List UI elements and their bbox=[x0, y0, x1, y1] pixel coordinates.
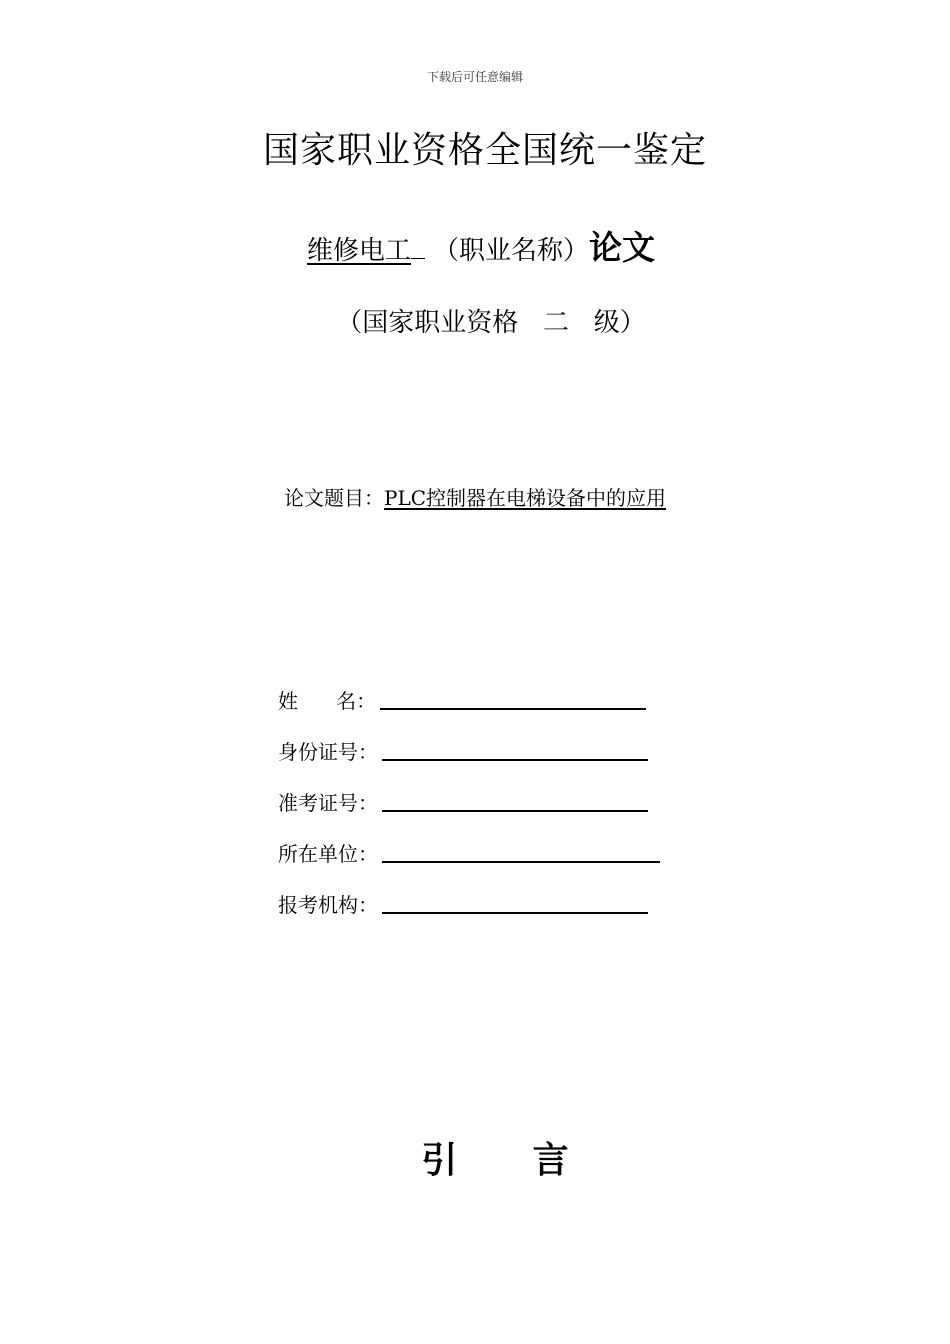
field-exam-institution bbox=[278, 888, 648, 918]
subtitle-line bbox=[0, 222, 950, 269]
qualification-level: （国家职业资格 二 级） bbox=[336, 308, 646, 338]
thesis-label: 论文题目： bbox=[284, 486, 384, 510]
intro-heading: 引 言 bbox=[421, 1140, 569, 1181]
field-exam-ticket-label: 准考证号： bbox=[278, 791, 378, 815]
field-id-number bbox=[278, 735, 648, 765]
field-employer-blank[interactable] bbox=[382, 860, 660, 863]
thesis-topic: PLC控制器在电梯设备中的应用 bbox=[384, 486, 667, 510]
field-exam-ticket bbox=[278, 786, 648, 816]
occupation-name: 维修电工 bbox=[306, 236, 411, 266]
field-name bbox=[278, 684, 646, 714]
field-name-blank[interactable] bbox=[380, 707, 646, 710]
field-exam-institution-blank[interactable] bbox=[382, 911, 648, 914]
field-name-label: 姓 名： bbox=[278, 689, 377, 713]
field-id-number-blank[interactable] bbox=[382, 758, 648, 761]
doc-type: 论文 bbox=[589, 228, 656, 267]
field-employer-label: 所在单位： bbox=[278, 842, 378, 866]
field-exam-institution-label: 报考机构： bbox=[278, 893, 378, 917]
occupation-underline-gap bbox=[411, 257, 425, 259]
thesis-title-line bbox=[284, 482, 666, 511]
main-title: 国家职业资格全国统一鉴定 bbox=[262, 130, 707, 171]
field-employer bbox=[278, 837, 660, 867]
header-note: 下载后可任意编辑 bbox=[426, 70, 523, 84]
occupation-hint: （职业名称） bbox=[433, 236, 590, 266]
field-exam-ticket-blank[interactable] bbox=[382, 809, 648, 812]
field-id-number-label: 身份证号： bbox=[278, 740, 378, 764]
